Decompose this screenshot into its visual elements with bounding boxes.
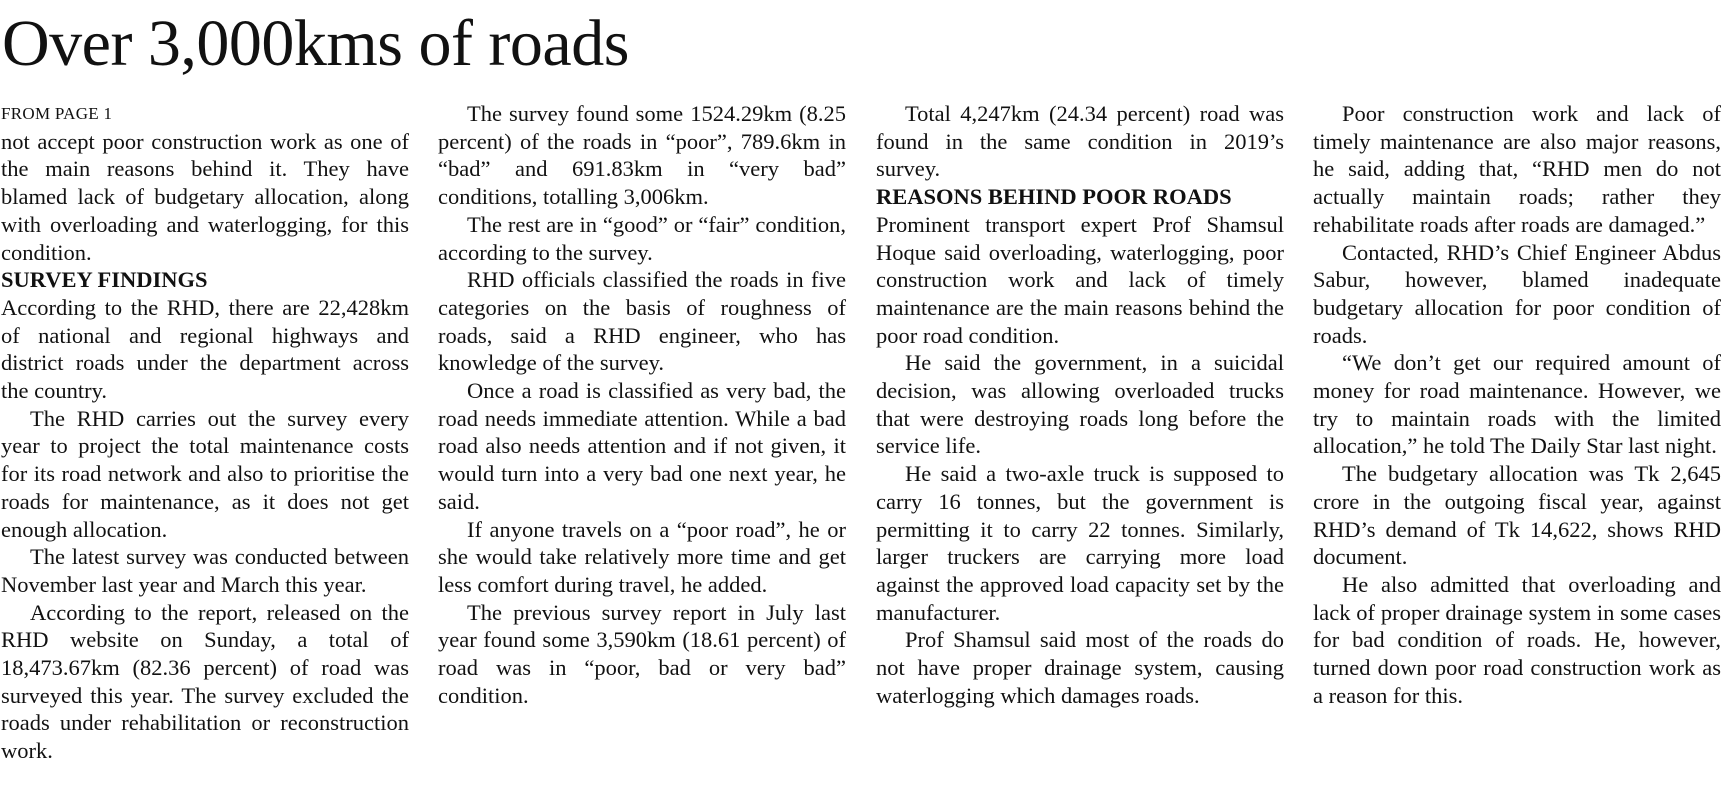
article-paragraph: He also admitted that overloading and lack of proper drainage system in some cases for bad condition of roads. He, however, turned down poor road construction work as a reason for this. xyxy=(1313,571,1721,708)
article-column-2 xyxy=(438,100,846,709)
continuation-label: FROM PAGE 1 xyxy=(1,104,113,123)
article-paragraph: Prominent transport expert Prof Shamsul Hoque said overloading, waterlogging, poor construction work and lack of timely maintenance are the main reasons behind the poor road condition. xyxy=(876,211,1284,348)
article-paragraph: Total 4,247km (24.34 percent) road was found in the same condition in 2019’s survey. xyxy=(876,101,1284,182)
subhead-survey-findings: SURVEY FINDINGS xyxy=(1,267,208,293)
article-paragraph: The RHD carries out the survey every year to project the total maintenance costs for its road network and also to prioritise the roads for maintenance, as it does not get enough allocation. xyxy=(1,405,409,542)
article-paragraph: Poor construction work and lack of timely maintenance are also major reasons, he said, adding that, “RHD men do not actually maintain roads; rather they rehabilitate roads after roads are damaged.” xyxy=(1313,101,1721,237)
article-paragraph: Contacted, RHD’s Chief Engineer Abdus Sabur, however, blamed inadequate budgetary allocation for poor condition of roads. xyxy=(1313,239,1721,348)
subhead-reasons: REASONS BEHIND POOR ROADS xyxy=(876,184,1232,210)
article-paragraph: The survey found some 1524.29km (8.25 percent) of the roads in “poor”, 789.6km in “bad” and 691.83km in “very bad” conditions, totalling 3,006km. xyxy=(438,101,846,210)
article-paragraph: He said a two-axle truck is supposed to carry 16 tonnes, but the government is permitting it to carry 22 tonnes. Similarly, larger truckers are carrying more load against the approved load capacity set by the manufacturer. xyxy=(876,461,1284,625)
article-paragraph: The rest are in “good” or “fair” condition, according to the survey. xyxy=(438,211,846,265)
article-paragraph: not accept poor construction work as one of the main reasons behind it. They have blamed lack of budgetary allocation, along with overloading and waterlogging, for this condition. xyxy=(1,128,409,265)
article-paragraph: “We don’t get our required amount of money for road maintenance. However, we try to maintain roads with the limited allocation,” he told The Daily Star last night. xyxy=(1313,350,1721,459)
article-paragraph: According to the RHD, there are 22,428km of national and regional highways and district roads under the department across the country. xyxy=(1,294,409,404)
article-paragraph: He said the government, in a suicidal decision, was allowing overloaded trucks that were destroying roads long before the service life. xyxy=(876,350,1284,459)
article-column-4 xyxy=(1313,100,1721,709)
article-paragraph: The latest survey was conducted between November last year and March this year. xyxy=(1,544,409,597)
article-paragraph: RHD officials classified the roads in five categories on the basis of roughness of roads, said a RHD engineer, who has knowledge of the survey. xyxy=(438,267,846,376)
article-paragraph: Prof Shamsul said most of the roads do not have proper drainage system, causing waterlogging which damages roads. xyxy=(876,627,1284,708)
article-paragraph: Once a road is classified as very bad, the road needs immediate attention. While a bad road also needs attention and if not given, it would turn into a very bad one next year, he said. xyxy=(438,378,846,514)
article-column-1 xyxy=(1,100,409,765)
headline: Over 3,000kms of roads xyxy=(2,7,629,80)
article-paragraph: If anyone travels on a “poor road”, he or she would take relatively more time and get less comfort during travel, he added. xyxy=(438,516,846,597)
article-column-3 xyxy=(876,100,1284,709)
article-paragraph: According to the report, released on the RHD website on Sunday, a total of 18,473.67km (82.36 percent) of road was surveyed this year. The survey excluded the roads under rehabilitation or reconstruction work. xyxy=(1,599,409,764)
article-paragraph: The budgetary allocation was Tk 2,645 crore in the outgoing fiscal year, against RHD’s demand of Tk 14,622, shows RHD document. xyxy=(1313,461,1721,570)
article-paragraph: The previous survey report in July last year found some 3,590km (18.61 percent) of road was in “poor, bad or very bad” condition. xyxy=(438,599,846,708)
